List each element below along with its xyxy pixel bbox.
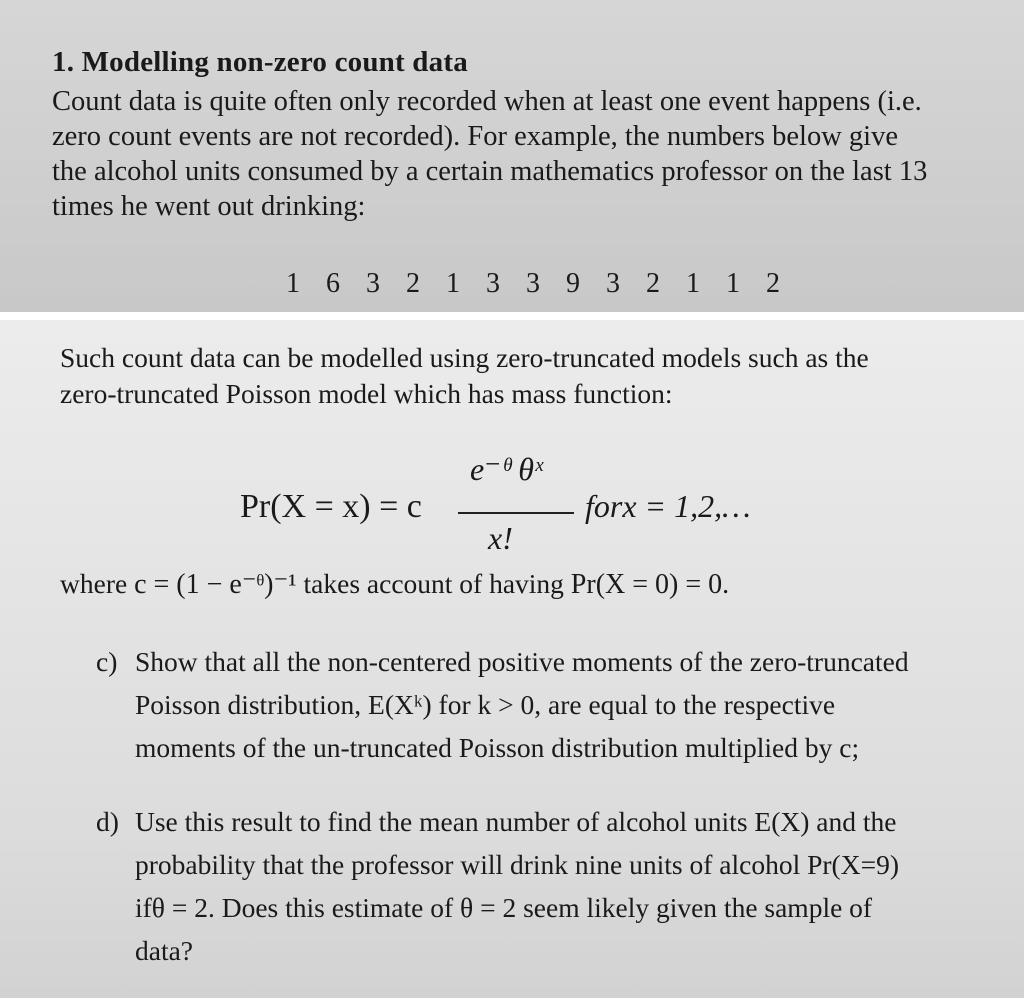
question-line: ifθ = 2. Does this estimate of θ = 2 seem likely given the sample of xyxy=(135,892,873,923)
section-title: 1. Modelling non-zero count data xyxy=(52,46,468,78)
question-line: probability that the professor will drink nine units of alcohol Pr(X=9) xyxy=(135,849,899,880)
mass-function-formula xyxy=(240,450,840,570)
question-d-label: d) xyxy=(96,806,119,837)
question-c-label: c) xyxy=(96,646,118,677)
formula-lhs: Pr(X = x) = c xyxy=(240,488,422,525)
question-d-body xyxy=(135,800,975,972)
panel-divider xyxy=(0,312,1024,320)
where-prefix: where xyxy=(60,568,128,599)
formula-fraction xyxy=(458,450,574,565)
model-intro-line: Such count data can be modelled using zero-truncated models such as the xyxy=(60,342,869,373)
question-line: moments of the un-truncated Poisson distribution multiplied by c; xyxy=(135,732,860,763)
question-line: Poisson distribution, E(Xᵏ) for k > 0, are equal to the respective xyxy=(135,689,836,720)
where-clause xyxy=(60,566,960,603)
formula-numerator: e⁻ᶿ θˣ xyxy=(470,451,543,487)
intro-line: Count data is quite often only recorded when at least one event happens (i.e. xyxy=(52,86,922,117)
intro-line: zero count events are not recorded). For example, the numbers below give xyxy=(52,121,898,152)
formula-rhs: forx = 1,2,… xyxy=(585,488,751,524)
question-line: data? xyxy=(135,935,194,966)
question-c-body xyxy=(135,640,975,769)
intro-line: times he went out drinking: xyxy=(52,191,366,222)
formula-denominator: x! xyxy=(488,520,513,556)
question-line: Show that all the non-centered positive moments of the zero-truncated xyxy=(135,646,909,677)
intro-line: the alcohol units consumed by a certain mathematics professor on the last 13 xyxy=(52,156,928,187)
intro-paragraph xyxy=(52,84,1002,224)
question-line: Use this result to find the mean number of alcohol units E(X) and the xyxy=(135,806,897,837)
fraction-bar xyxy=(458,512,574,514)
model-intro-paragraph xyxy=(60,340,980,412)
where-middle: takes account of having xyxy=(303,568,564,599)
sample-data: 1 6 3 2 1 3 3 9 3 2 1 1 2 xyxy=(286,268,780,299)
where-probability: Pr(X = 0) = 0. xyxy=(570,569,730,600)
where-c-definition: c = (1 − e⁻ᶿ)⁻¹ xyxy=(134,569,297,600)
model-intro-line: zero-truncated Poisson model which has mass function: xyxy=(60,378,673,409)
